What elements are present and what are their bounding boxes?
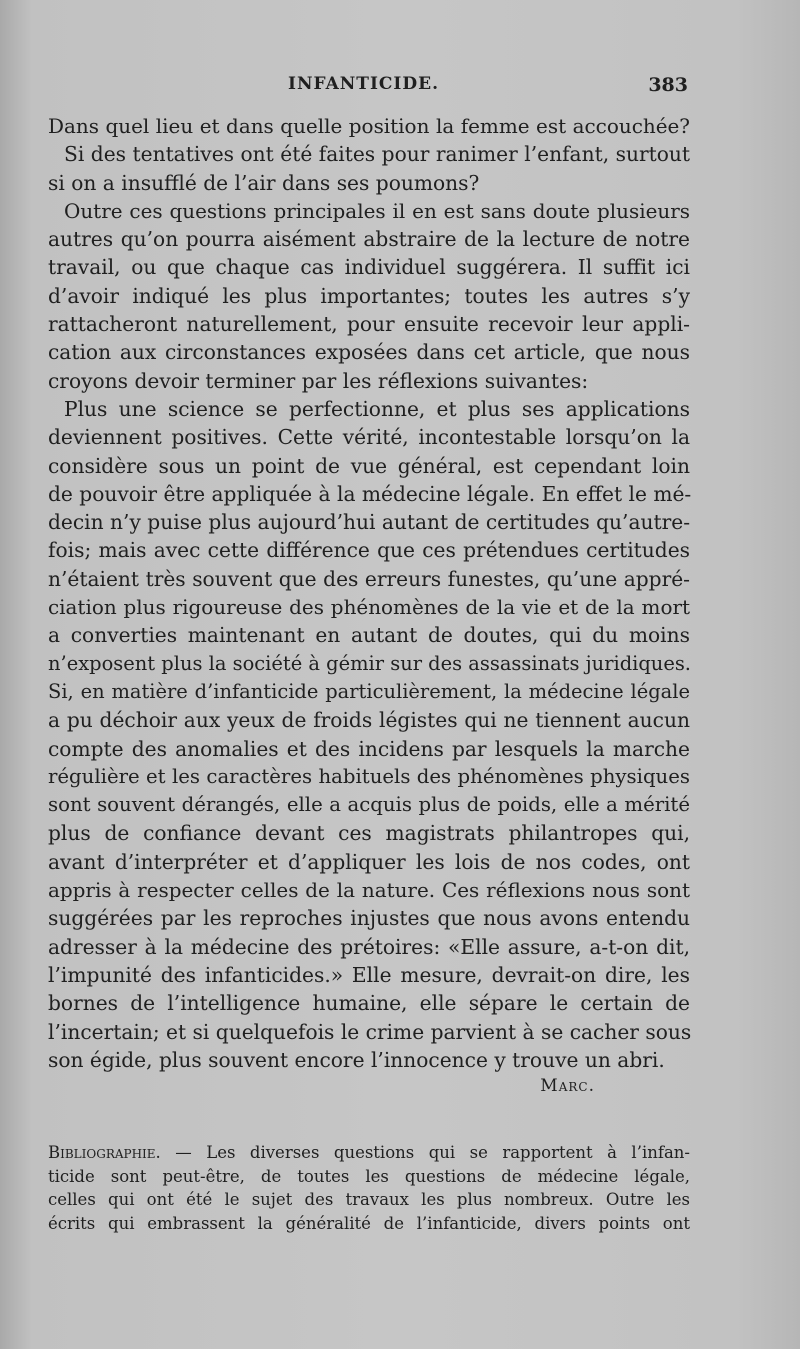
text-line: si on a insufflé de l’air dans ses poumons? <box>48 170 480 195</box>
text-line: n’étaient très souvent que des erreurs funestes, qu’une appré- <box>48 566 690 591</box>
text-line: son égide, plus souvent encore l’innocence y trouve un abri. <box>48 1047 665 1072</box>
bibliography-line: ticide sont peut-être, de toutes les questions de médecine légale, <box>48 1166 690 1186</box>
text-line: de pouvoir être appliquée à la médecine légale. En effet le mé- <box>48 481 692 506</box>
bibliography-line: écrits qui embrassent la généralité de l’infanticide, divers points ont <box>48 1213 690 1233</box>
text-line: decin n’y puise plus aujourd’hui autant de certitudes qu’autre- <box>48 510 691 535</box>
text-line: considère sous un point de vue général, est cependant loin <box>48 453 690 478</box>
bibliography-section <box>48 1141 690 1235</box>
text-line: suggérées par les reproches injustes que nous avons entendu <box>48 906 690 931</box>
author-signature: Marc. <box>540 1076 595 1096</box>
text-line: Dans quel lieu et dans quelle position la femme est accouchée? <box>48 114 690 138</box>
text-line: rattacheront naturellement, pour ensuite recevoir leur appli- <box>48 312 690 337</box>
text-line: ciation plus rigoureuse des phénomènes de la vie et de la mort <box>48 595 690 620</box>
running-title: INFANTICIDE. <box>288 74 439 94</box>
text-line: Outre ces questions principales il en est sans doute plusieurs <box>64 198 690 223</box>
text-line: appris à respecter celles de la nature. Ces réflexions nous sont <box>48 878 690 903</box>
text-line: plus de confiance devant ces magistrats philantropes qui, <box>48 821 690 846</box>
text-line: régulière et les caractères habituels des phénomènes physiques <box>48 764 690 788</box>
text-line: Plus une science se perfectionne, et plus ses applications <box>64 396 690 421</box>
text-line: sont souvent dérangés, elle a acquis plus de poids, elle a mérité <box>48 793 690 817</box>
text-line: deviennent positives. Cette vérité, incontestable lorsqu’on la <box>48 425 690 450</box>
running-header <box>48 74 688 104</box>
text-line: l’incertain; et si quelquefois le crime parvient à se cacher sous <box>48 1019 692 1044</box>
bibliography-line: celles qui ont été le sujet des travaux les plus nombreux. Outre les <box>48 1190 690 1209</box>
page-number: 383 <box>648 74 688 96</box>
text-line: compte des anomalies et des incidens par lesquels la marche <box>48 736 690 761</box>
bibliography-heading: Bibliographie. <box>48 1143 161 1162</box>
text-line: autres qu’on pourra aisément abstraire de la lecture de notre <box>48 227 690 252</box>
text-line: d’avoir indiqué les plus importantes; toutes les autres s’y <box>48 283 690 308</box>
text-line: adresser à la médecine des prétoires: «Elle assure, a-t-on dit, <box>48 934 690 959</box>
text-line: avant d’interpréter et d’appliquer les lois de nos codes, ont <box>48 849 690 874</box>
bibliography-line <box>48 1141 690 1165</box>
text-line: Si, en matière d’infanticide particulièrement, la médecine légale <box>48 679 690 703</box>
text-line: fois; mais avec cette différence que ces prétendues certitudes <box>48 538 690 563</box>
text-line: travail, ou que chaque cas individuel suggérera. Il suffit ici <box>48 255 690 280</box>
text-line: l’impunité des infanticides.» Elle mesure, devrait-on dire, les <box>48 962 690 987</box>
text-line: a converties maintenant en autant de doutes, qui du moins <box>48 623 690 648</box>
text-line: n’exposent plus la société à gémir sur des assassinats juridiques. <box>48 651 691 675</box>
text-line: bornes de l’intelligence humaine, elle sépare le certain de <box>48 991 690 1016</box>
text-line: cation aux circonstances exposées dans cet article, que nous <box>48 340 690 365</box>
text-line: a pu déchoir aux yeux de froids légistes qui ne tiennent aucun <box>48 708 690 733</box>
bibliography-line-text: — Les diverses questions qui se rapportent à l’infan- <box>160 1143 690 1162</box>
body-text <box>48 112 690 1074</box>
text-line: Si des tentatives ont été faites pour ranimer l’enfant, surtout <box>64 142 690 167</box>
text-line: croyons devoir terminer par les réflexions suivantes: <box>48 368 589 393</box>
